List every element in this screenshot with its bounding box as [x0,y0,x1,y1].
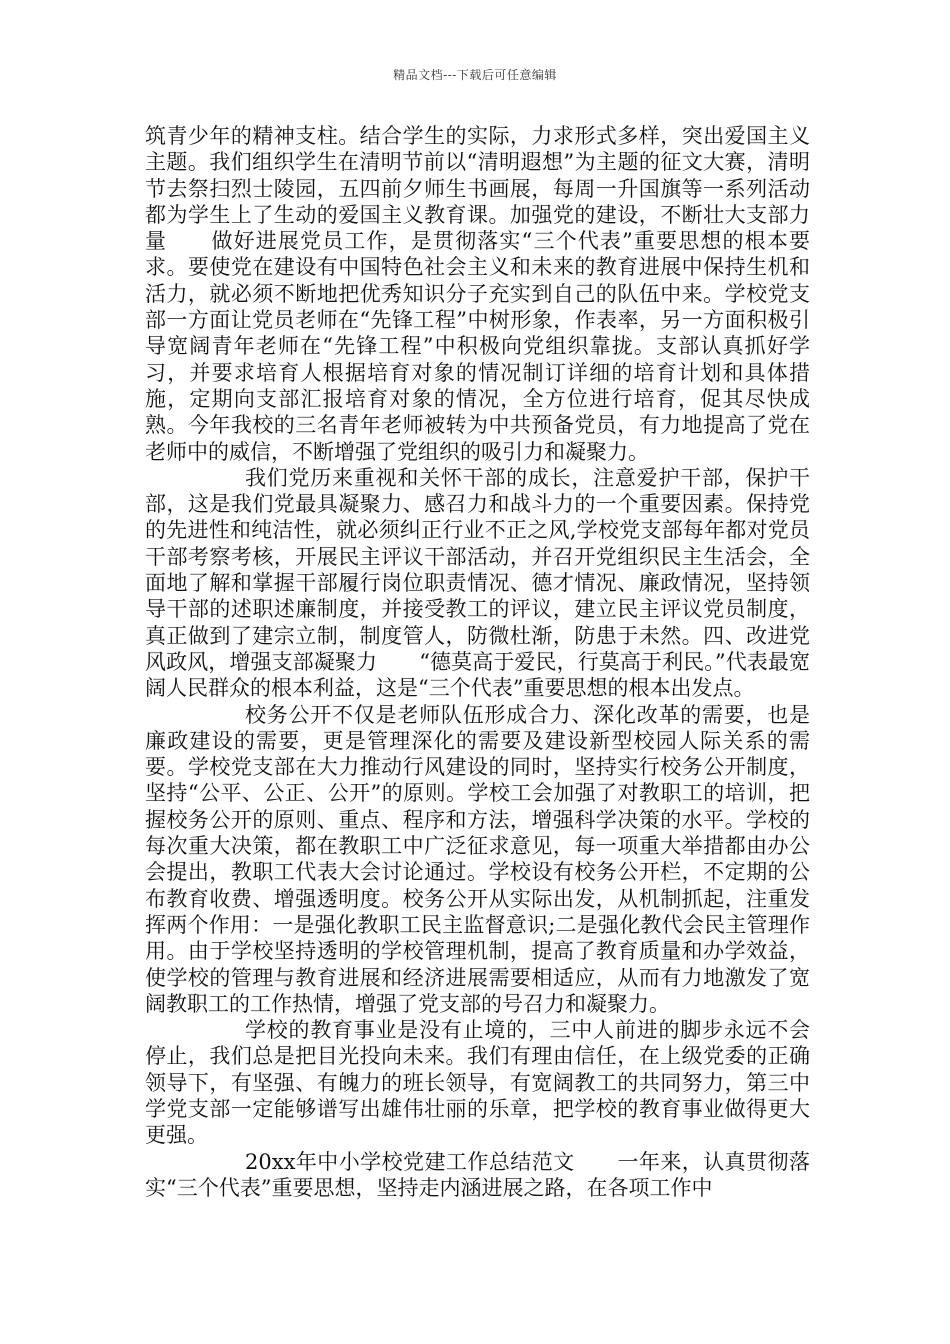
paragraph-2: 我们党历来重视和关怀干部的成长，注意爱护干部，保护干部，这是我们党最具凝聚力、感召力和战斗力的一个重要因素。保持党的先进性和纯洁性，就必须纠正行业不正之风,学校党支部每年都对党员干部考察考核，开展民主评议干部活动，并召开党组织民主生活会，全面地了解和掌握干部履行岗位职责情况、德才情况、廉政情况，坚持领导干部的述职述廉制度，并接受教工的评议，建立民主评议党员制度，真正做到了建宗立制，制度管人，防微杜渐，防患于未然。四、改进党风政风，增强支部凝聚力 “德莫高于爱民，行莫高于利民。”代表最宽阔人民群众的根本利益，这是“三个代表”重要思想的根本出发点。 [145,465,810,701]
paragraph-5: 20xx年中小学校党建工作总结范文 一年来，认真贯彻落实“三个代表”重要思想，坚持走内涵进展之路，在各项工作中 [145,1149,810,1200]
page-header-watermark: 精品文档---下载后可任意编辑 [393,68,557,82]
paragraph-4: 学校的教育事业是没有止境的，三中人前进的脚步永远不会停止，我们总是把目光投向未来。我们有理由信任，在上级党委的正确领导下，有坚强、有魄力的班长领导，有宽阔教工的共同努力，第三中学党支部一定能够谱写出雄伟壮丽的乐章，把学校的教育事业做得更大更强。 [145,1018,810,1148]
paragraph-1: 筑青少年的精神支柱。结合学生的实际，力求形式多样，突出爱国主义主题。我们组织学生在清明节前以“清明遐想”为主题的征文大赛，清明节去祭扫烈士陵园，五四前夕师生书画展，每周一升国旗等一系列活动都为学生上了生动的爱国主义教育课。加强党的建设，不断壮大支部力量 做好进展党员工作，是贯彻落实“三个代表”重要思想的根本要求。要使党在建设有中国特色社会主义和未来的教育进展中保持生机和活力，就必须不断地把优秀知识分子充实到自己的队伍中来。学校党支部一方面让党员老师在“先锋工程”中树形象，作表率，另一方面积极引导宽阔青年老师在“先锋工程”中积极向党组织靠拢。支部认真抓好学习，并要求培育人根据培育对象的情况制订详细的培育计划和具体措施，定期向支部汇报培育对象的情况，全方位进行培育，促其尽快成熟。今年我校的三名青年老师被转为中共预备党员，有力地提高了党在老师中的威信，不断增强了党组织的吸引力和凝聚力。 [145,124,810,464]
paragraph-3: 校务公开不仅是老师队伍形成合力、深化改革的需要，也是廉政建设的需要，更是管理深化的需要及建设新型校园人际关系的需要。学校党支部在大力推动行风建设的同时，坚持实行校务公开制度，坚持“公平、公正、公开”的原则。学校工会加强了对教职工的培训，把握校务公开的原则、重点、程序和方法，增强科学决策的水平。学校的每次重大决策，都在教职工中广泛征求意见，每一项重大举措都由办公会提出，教职工代表大会讨论通过。学校设有校务公开栏，不定期的公布教育收费、增强透明度。校务公开从实际出发，从机制抓起，注重发挥两个作用：一是强化教职工民主监督意识;二是强化教代会民主管理作用。由于学校坚持透明的学校管理机制，提高了教育质量和办学效益，使学校的管理与教育进展和经济进展需要相适应，从而有力地激发了宽阔教职工的工作热情，增强了党支部的号召力和凝聚力。 [145,702,810,1016]
document-body [145,123,810,1201]
